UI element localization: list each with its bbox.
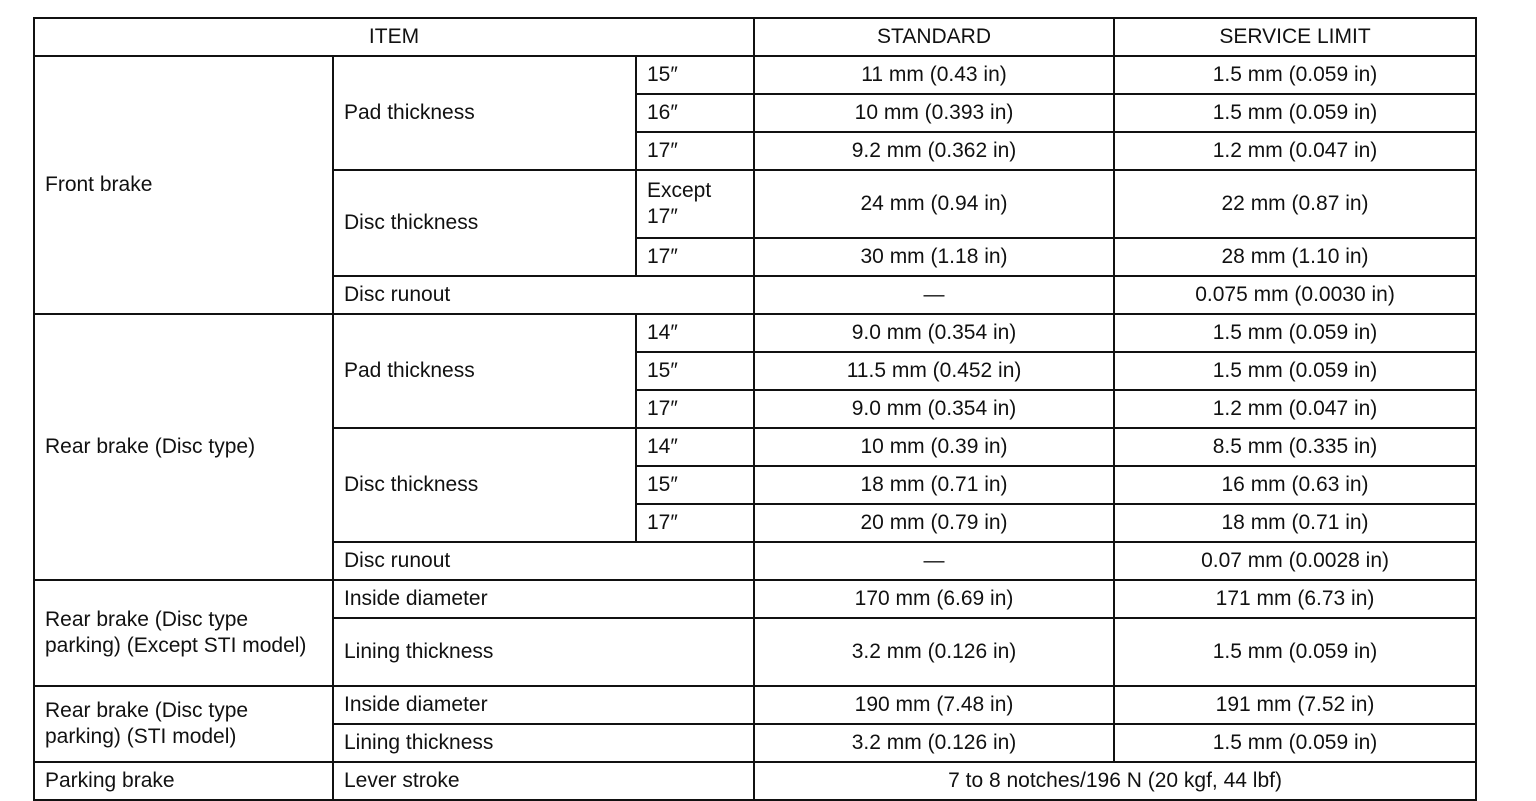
limit-cell: 1.5 mm (0.059 in)	[1114, 724, 1476, 762]
limit-cell: 8.5 mm (0.335 in)	[1114, 428, 1476, 466]
group-rear-brake-disc: Rear brake (Disc type)	[34, 314, 333, 580]
header-service-limit: SERVICE LIMIT	[1114, 18, 1476, 56]
limit-cell: 1.2 mm (0.047 in)	[1114, 132, 1476, 170]
limit-cell: 18 mm (0.71 in)	[1114, 504, 1476, 542]
limit-cell: 1.2 mm (0.047 in)	[1114, 390, 1476, 428]
table-row	[34, 580, 1476, 618]
item-disc-thickness: Disc thickness	[333, 428, 636, 542]
standard-cell: 24 mm (0.94 in)	[754, 170, 1114, 238]
item-inside-diameter: Inside diameter	[333, 686, 754, 724]
item-lever-stroke: Lever stroke	[333, 762, 754, 800]
standard-cell: 20 mm (0.79 in)	[754, 504, 1114, 542]
header-item: ITEM	[34, 18, 754, 56]
standard-cell: 9.0 mm (0.354 in)	[754, 390, 1114, 428]
table-row	[34, 56, 1476, 94]
lever-stroke-value: 7 to 8 notches/196 N (20 kgf, 44 lbf)	[754, 762, 1476, 800]
header-standard: STANDARD	[754, 18, 1114, 56]
size-cell: 14″	[636, 314, 754, 352]
size-cell: Except 17″	[636, 170, 754, 238]
standard-cell: 170 mm (6.69 in)	[754, 580, 1114, 618]
table-row	[34, 762, 1476, 800]
item-disc-runout: Disc runout	[333, 276, 754, 314]
standard-cell: 18 mm (0.71 in)	[754, 466, 1114, 504]
limit-cell: 28 mm (1.10 in)	[1114, 238, 1476, 276]
item-disc-thickness: Disc thickness	[333, 170, 636, 276]
size-cell: 15″	[636, 56, 754, 94]
standard-cell: 9.2 mm (0.362 in)	[754, 132, 1114, 170]
standard-cell: 11 mm (0.43 in)	[754, 56, 1114, 94]
standard-cell: 10 mm (0.39 in)	[754, 428, 1114, 466]
limit-cell: 0.075 mm (0.0030 in)	[1114, 276, 1476, 314]
size-cell: 14″	[636, 428, 754, 466]
item-pad-thickness: Pad thickness	[333, 314, 636, 428]
limit-cell: 1.5 mm (0.059 in)	[1114, 314, 1476, 352]
size-cell: 17″	[636, 390, 754, 428]
standard-cell: —	[754, 276, 1114, 314]
standard-cell: 10 mm (0.393 in)	[754, 94, 1114, 132]
limit-cell: 16 mm (0.63 in)	[1114, 466, 1476, 504]
limit-cell: 22 mm (0.87 in)	[1114, 170, 1476, 238]
size-cell: 16″	[636, 94, 754, 132]
size-cell: 17″	[636, 132, 754, 170]
size-cell: 15″	[636, 352, 754, 390]
size-cell: 17″	[636, 238, 754, 276]
group-rear-parking-sti: Rear brake (Disc type parking) (STI model)	[34, 686, 333, 762]
group-parking-brake: Parking brake	[34, 762, 333, 800]
standard-cell: 3.2 mm (0.126 in)	[754, 618, 1114, 686]
item-lining-thickness: Lining thickness	[333, 724, 754, 762]
standard-cell: —	[754, 542, 1114, 580]
limit-cell: 191 mm (7.52 in)	[1114, 686, 1476, 724]
table-row	[34, 686, 1476, 724]
item-pad-thickness: Pad thickness	[333, 56, 636, 170]
item-inside-diameter: Inside diameter	[333, 580, 754, 618]
table-row	[34, 314, 1476, 352]
limit-cell: 1.5 mm (0.059 in)	[1114, 94, 1476, 132]
standard-cell: 11.5 mm (0.452 in)	[754, 352, 1114, 390]
item-lining-thickness: Lining thickness	[333, 618, 754, 686]
brake-spec-table	[33, 17, 1477, 801]
limit-cell: 1.5 mm (0.059 in)	[1114, 56, 1476, 94]
limit-cell: 1.5 mm (0.059 in)	[1114, 352, 1476, 390]
limit-cell: 1.5 mm (0.059 in)	[1114, 618, 1476, 686]
limit-cell: 171 mm (6.73 in)	[1114, 580, 1476, 618]
standard-cell: 30 mm (1.18 in)	[754, 238, 1114, 276]
group-rear-parking-except-sti: Rear brake (Disc type parking) (Except STI model)	[34, 580, 333, 686]
size-cell: 15″	[636, 466, 754, 504]
standard-cell: 3.2 mm (0.126 in)	[754, 724, 1114, 762]
group-front-brake: Front brake	[34, 56, 333, 314]
limit-cell: 0.07 mm (0.0028 in)	[1114, 542, 1476, 580]
standard-cell: 9.0 mm (0.354 in)	[754, 314, 1114, 352]
size-cell: 17″	[636, 504, 754, 542]
standard-cell: 190 mm (7.48 in)	[754, 686, 1114, 724]
item-disc-runout: Disc runout	[333, 542, 754, 580]
